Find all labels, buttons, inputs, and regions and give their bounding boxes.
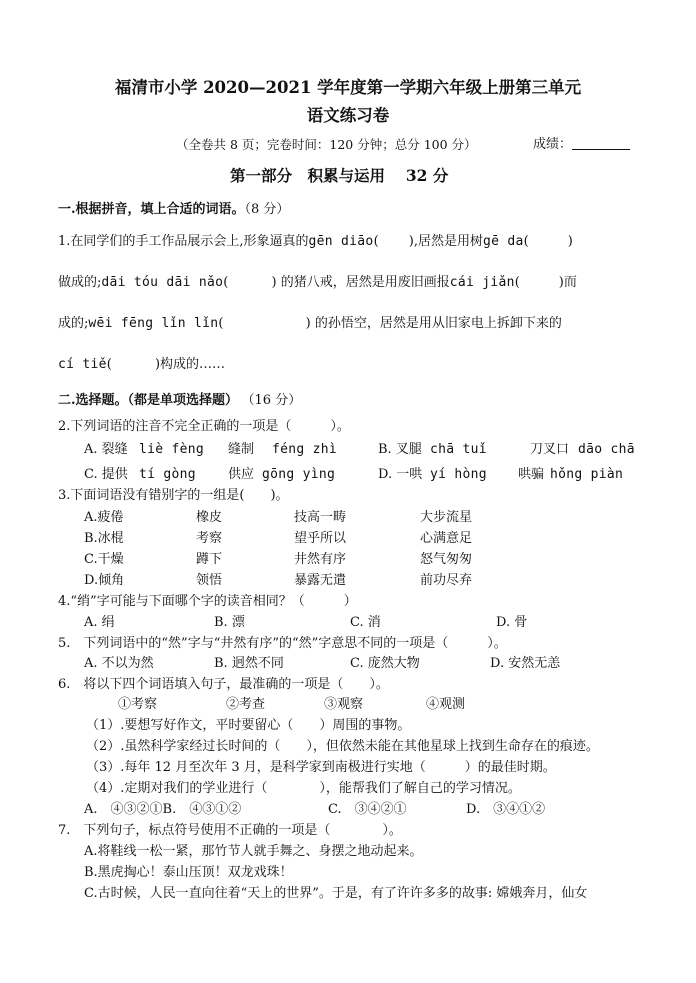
q2-6-sentence: （1）.要想写好作文，平时要留心（ ）周围的事物。 xyxy=(86,718,411,733)
q2-heading xyxy=(58,393,301,409)
pinyin: féng zhì xyxy=(272,442,338,457)
q2-6-word: ④观测 xyxy=(426,697,466,712)
q2-2-option: 供应 xyxy=(228,467,255,482)
q2-3-cell: B.冰棍 xyxy=(84,531,124,546)
q2-4-option: C. 消 xyxy=(350,615,381,630)
pinyin: yí hòng xyxy=(430,467,487,482)
exam-subtitle: 语文练习卷 xyxy=(306,106,390,125)
q2-points: （16 分） xyxy=(248,393,302,408)
q2-3-cell: 蹲下 xyxy=(196,552,223,567)
q1-line4 xyxy=(58,357,225,373)
q2-3-cell: 大步流星 xyxy=(420,510,473,525)
q1-line3 xyxy=(58,316,562,332)
pinyin: gēn diāo xyxy=(308,234,374,249)
q2-2-option: 刀叉口 xyxy=(530,442,570,457)
q2-4-option: A. 绢 xyxy=(84,615,115,630)
q2-2-option: 缝制 xyxy=(228,442,255,457)
q2-5-stem: 5. 下列词语中的“然”字与“井然有序”的“然”字意思不同的一项是（ ）。 xyxy=(58,636,507,651)
q2-3-cell: 望乎所以 xyxy=(294,531,347,546)
q1-line2 xyxy=(58,275,577,291)
answer-blank: ( ),居然是用树 xyxy=(373,234,483,249)
pinyin: cí tiě xyxy=(58,357,107,372)
q2-2-option: C. 提供 xyxy=(84,467,128,482)
answer-blank: ( )而 xyxy=(514,275,577,290)
q2-4-option: B. 漂 xyxy=(214,615,245,630)
q2-6-option: C. ③④②① xyxy=(328,802,407,817)
score-label: 成绩： xyxy=(533,137,573,152)
q2-3-cell: 橡皮 xyxy=(196,510,223,525)
q2-3-cell: D.倾角 xyxy=(84,573,125,588)
q1-title: 一.根据拼音，填上合适的词语。 xyxy=(58,202,245,217)
answer-blank: ( ) xyxy=(523,234,573,249)
q2-6-sentence: （4）.定期对我们的学业进行（ ），能帮我们了解自己的学习情况。 xyxy=(86,781,521,796)
pinyin: wēi fēng lǐn lǐn xyxy=(88,316,219,331)
answer-blank: ( )构成的…… xyxy=(106,357,226,372)
q2-3-cell: 心满意足 xyxy=(420,531,473,546)
q1-text: 成的; xyxy=(58,316,89,331)
q1-text: 1.在同学们的手工作品展示会上,形象逼真的 xyxy=(58,234,309,249)
q2-3-cell: 考察 xyxy=(196,531,223,546)
q2-title: 二.选择题。（都是单项选择题） xyxy=(58,393,239,408)
q2-6-stem: 6. 将以下四个词语填入句子，最准确的一项是（ ）。 xyxy=(58,677,389,692)
q2-3-stem: 3.下面词语没有错别字的一组是( )。 xyxy=(58,488,289,503)
q2-3-cell: 暴露无遣 xyxy=(294,573,347,588)
pinyin: gōng yìng xyxy=(262,467,336,482)
answer-blank: ( ) 的猪八戒，居然是用废旧画报 xyxy=(223,275,450,290)
q2-3-cell: A.疲倦 xyxy=(84,510,124,525)
q2-6-sentence: （2）.虽然科学家经过长时间的（ ），但依然未能在其他星球上找到生命存在的痕迹。 xyxy=(86,739,599,754)
q2-3-cell: C.干燥 xyxy=(84,552,124,567)
answer-blank: ( ) 的孙悟空，居然是用从旧家电上拆卸下来的 xyxy=(218,316,562,331)
q2-7-option: C.古时候，人民一直向往着“天上的世界”。于是，有了许许多多的故事: 嫦娥奔月，仙女 xyxy=(84,886,588,901)
pinyin: tí gòng xyxy=(139,467,196,482)
exam-info: （全卷共 8 页；完卷时间：120 分钟；总分 100 分） xyxy=(176,137,477,152)
q2-6-option: A. ④③②①B. ④③①② xyxy=(84,802,242,817)
q2-5-option: D. 安然无恙 xyxy=(490,656,561,671)
q2-6-option: D. ③④①② xyxy=(466,802,546,817)
q2-3-cell: 怒气匆匆 xyxy=(420,552,473,567)
part1-heading: 第一部分 积累与运用 32 分 xyxy=(230,166,449,185)
exam-title: 福清市小学 2020—2021 学年度第一学期六年级上册第三单元 xyxy=(114,78,582,97)
q2-2-option: 哄骗 xyxy=(518,467,545,482)
pinyin: dāo chā xyxy=(578,442,635,457)
q2-7-option: A.将鞋线一松一紧，那竹节人就手舞之、身摆之地动起来。 xyxy=(84,844,423,859)
q1-line1 xyxy=(58,234,573,250)
pinyin: gē da xyxy=(482,234,524,249)
q2-2-stem: 2.下列词语的注音不完全正确的一项是（ ）。 xyxy=(58,419,350,434)
q1-heading xyxy=(58,202,289,218)
q2-2-option: A. 裂缝 xyxy=(84,442,128,457)
q2-2-option: B. 叉腿 xyxy=(378,442,422,457)
q2-3-cell: 井然有序 xyxy=(294,552,347,567)
pinyin: dāi tóu dāi nǎo xyxy=(101,275,224,290)
q1-text: 做成的; xyxy=(58,275,102,290)
q2-7-stem: 7. 下列句子，标点符号使用不正确的一项是（ ）。 xyxy=(58,823,402,838)
q2-6-word: ①考察 xyxy=(118,697,158,712)
q2-6-word: ②考查 xyxy=(226,697,266,712)
score-blank xyxy=(572,137,630,150)
score-field xyxy=(533,137,630,153)
q2-7-option: B.黑虎掏心！泰山压顶！双龙戏珠！ xyxy=(84,865,293,880)
pinyin: chā tuǐ xyxy=(430,442,487,457)
q2-6-word: ③观察 xyxy=(324,697,364,712)
q2-5-option: C. 庞然大物 xyxy=(350,656,420,671)
q2-4-stem: 4.“绡”字可能与下面哪个字的读音相同？（ ） xyxy=(58,594,357,609)
q2-3-cell: 技高一畴 xyxy=(294,510,347,525)
q2-5-option: A. 不以为然 xyxy=(84,656,154,671)
q2-5-option: B. 迥然不同 xyxy=(214,656,284,671)
pinyin: hǒng piàn xyxy=(550,467,624,482)
pinyin: cái jiǎn xyxy=(449,275,515,290)
pinyin: liè fèng xyxy=(139,442,205,457)
q2-3-cell: 前功尽弃 xyxy=(420,573,473,588)
q2-6-sentence: （3）.每年 12 月至次年 3 月，是科学家到南极进行实地（ ）的最佳时期。 xyxy=(86,760,556,775)
q1-points: （8 分） xyxy=(244,202,290,217)
q2-3-cell: 领悟 xyxy=(196,573,223,588)
q2-2-option: D. 一哄 xyxy=(378,467,423,482)
q2-4-option: D. 骨 xyxy=(496,615,528,630)
